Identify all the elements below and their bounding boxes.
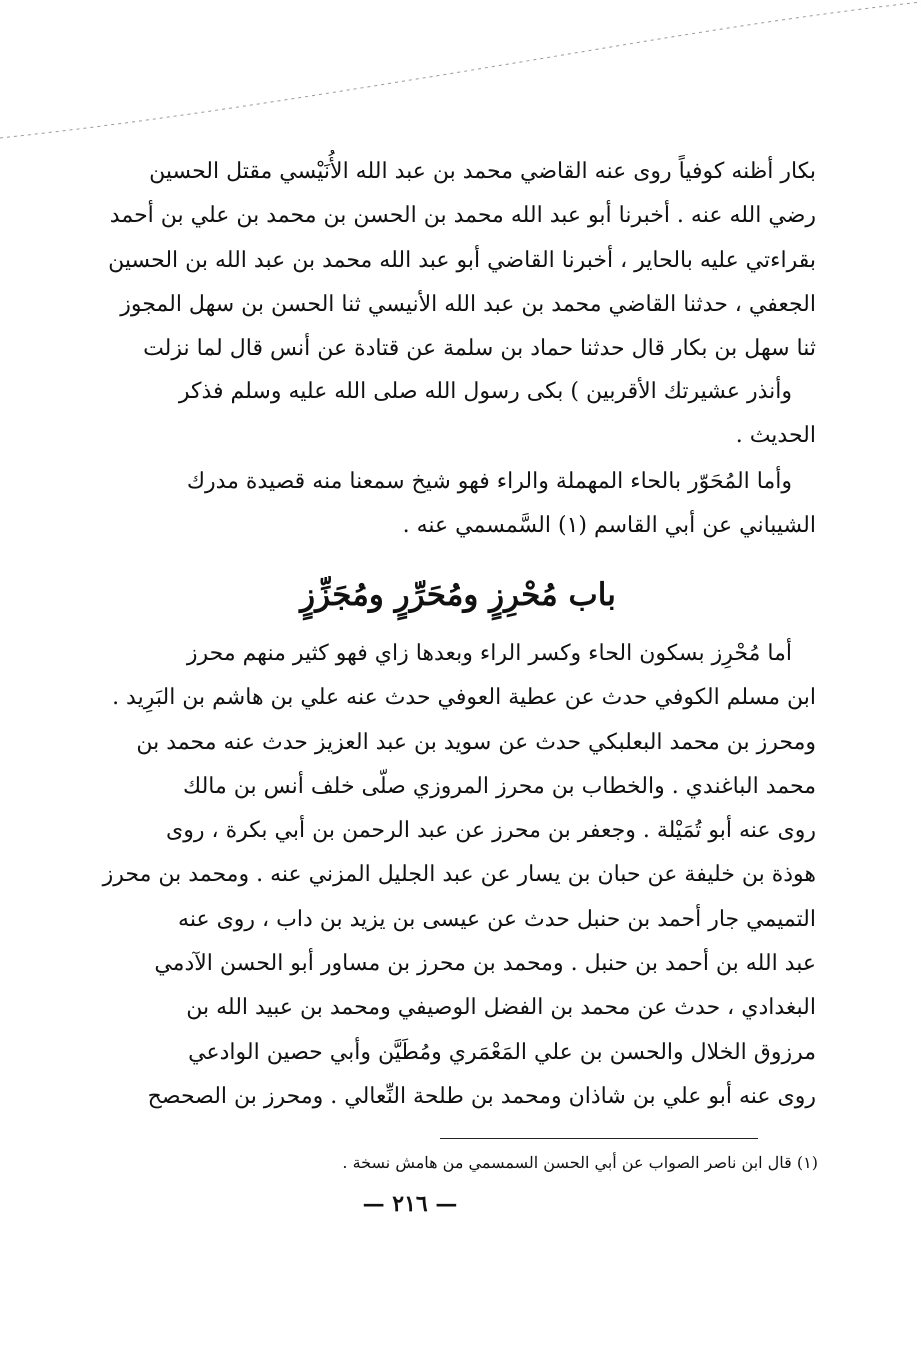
text-line: مرزوق الخلال والحسن بن علي المَعْمَري ومُطَيَّن وأبي حصين الوادعي bbox=[188, 1039, 816, 1065]
text-line: بكار أظنه كوفياً روى عنه القاضي محمد بن عبد الله الأُنَيْسي مقتل الحسين bbox=[149, 159, 816, 184]
paragraph-anisi bbox=[100, 150, 816, 371]
section-heading: باب مُحْرِزٍ ومُحَرِّرٍ ومُجَزِّزٍ bbox=[300, 577, 616, 613]
text-line: الجعفي ، حدثنا القاضي محمد بن عبد الله الأنيسي ثنا الحسن بن سهل المجوز bbox=[120, 291, 816, 317]
text-line: عبد الله بن أحمد بن حنبل . ومحمد بن محرز بن مساور أبو الحسن الآدمي bbox=[154, 951, 816, 977]
paragraph-muhriz bbox=[100, 632, 816, 1119]
text-line: ابن مسلم الكوفي حدث عن عطية العوفي حدث عنه علي بن هاشم بن البَرِيد . bbox=[112, 685, 816, 711]
text-line: البغدادي ، حدث عن محمد بن الفضل الوصيفي ومحمد بن عبيد الله بن bbox=[186, 995, 816, 1021]
text-line: ثنا سهل بن بكار قال حدثنا حماد بن سلمة عن قتادة عن أنس قال لما نزلت bbox=[143, 336, 816, 362]
scan-artifact-line bbox=[0, 0, 921, 160]
text-line: أما مُحْرِز بسكون الحاء وكسر الراء وبعدها زاي فهو كثير منهم محرز bbox=[186, 641, 792, 666]
page-number: — ٢١٦ — bbox=[362, 1191, 458, 1217]
text-line: هوذة بن خليفة عن حبان بن يسار عن عبد الجليل المزني عنه . ومحمد بن محرز bbox=[102, 862, 816, 888]
text-line: وأما المُحَوّر بالحاء المهملة والراء فهو شيخ سمعنا منه قصيدة مدرك bbox=[186, 469, 792, 494]
paragraph-quran-quote bbox=[100, 370, 816, 459]
footnote: (١) قال ابن ناصر الصواب عن أبي الحسن السمسمي من هامش نسخة . bbox=[342, 1153, 818, 1172]
text-line: الشيباني عن أبي القاسم (١) السَّمسمي عنه . bbox=[402, 513, 816, 539]
text-line: ومحرز بن محمد البعلبكي حدث عن سويد بن عبد العزيز حدث عنه محمد بن bbox=[136, 729, 816, 755]
footnote-divider bbox=[440, 1138, 758, 1139]
text-line: التميمي جار أحمد بن حنبل حدث عن عيسى بن يزيد بن داب ، روى عنه bbox=[178, 906, 816, 932]
text-line: بقراءتي عليه بالحاير ، أخبرنا القاضي أبو عبد الله محمد بن عبد الله بن الحسين bbox=[108, 247, 816, 273]
text-line: رضي الله عنه . أخبرنا أبو عبد الله محمد بن الحسن بن محمد بن علي بن أحمد bbox=[109, 203, 816, 229]
paragraph-muhawwar bbox=[100, 460, 816, 549]
text-line: روى عنه أبو تُمَيْلة . وجعفر بن محرز عن عبد الرحمن بن أبي بكرة ، روى bbox=[166, 818, 816, 844]
text-line: محمد الباغندي . والخطاب بن محرز المروزي صلّى خلف أنس بن مالك bbox=[183, 773, 816, 799]
text-line: روى عنه أبو علي بن شاذان ومحمد بن طلحة النِّعالي . ومحرز بن الصحصح bbox=[147, 1083, 816, 1109]
text-line: الحديث . bbox=[735, 423, 816, 449]
text-line: وأنذر عشيرتك الأقربين ) بكى رسول الله صلى الله عليه وسلم فذكر bbox=[178, 379, 792, 404]
